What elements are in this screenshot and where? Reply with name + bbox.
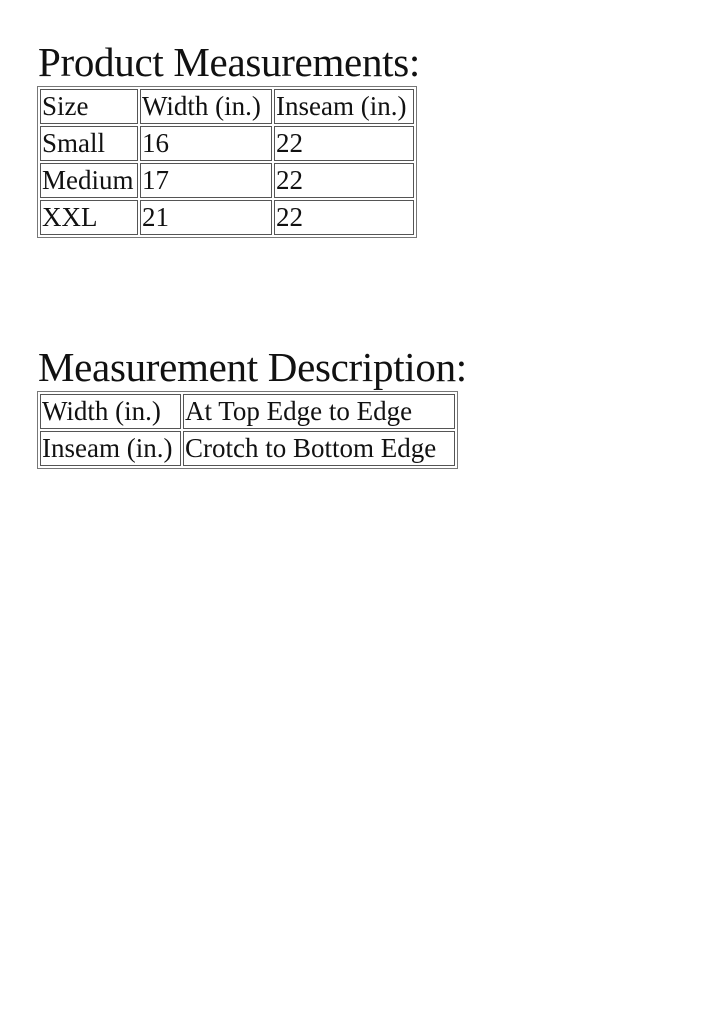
table-row <box>40 126 414 161</box>
table-row <box>40 200 414 235</box>
measurement-description-cell: At Top Edge to Edge <box>183 394 455 429</box>
inseam-cell: 22 <box>274 163 414 198</box>
size-cell: Medium <box>40 163 138 198</box>
measurement-name-cell: Width (in.) <box>40 394 181 429</box>
size-cell: XXL <box>40 200 138 235</box>
measurement-description-table <box>37 391 458 469</box>
product-measurements-table <box>37 86 417 238</box>
inseam-cell: 22 <box>274 200 414 235</box>
inseam-cell: 22 <box>274 126 414 161</box>
width-cell: 16 <box>140 126 272 161</box>
measurement-name-cell: Inseam (in.) <box>40 431 181 466</box>
header-cell-width: Width (in.) <box>140 89 272 124</box>
width-cell: 17 <box>140 163 272 198</box>
measurement-description-section <box>38 343 467 469</box>
table-row <box>40 163 414 198</box>
header-cell-size: Size <box>40 89 138 124</box>
table-row <box>40 431 455 466</box>
product-measurements-title: Product Measurements: <box>38 39 420 85</box>
size-cell: Small <box>40 126 138 161</box>
header-cell-inseam: Inseam (in.) <box>274 89 414 124</box>
measurement-description-title: Measurement Description: <box>38 344 467 390</box>
measurement-description-cell: Crotch to Bottom Edge <box>183 431 455 466</box>
width-cell: 21 <box>140 200 272 235</box>
product-measurements-section <box>38 38 420 238</box>
table-row <box>40 394 455 429</box>
table-header-row <box>40 89 414 124</box>
